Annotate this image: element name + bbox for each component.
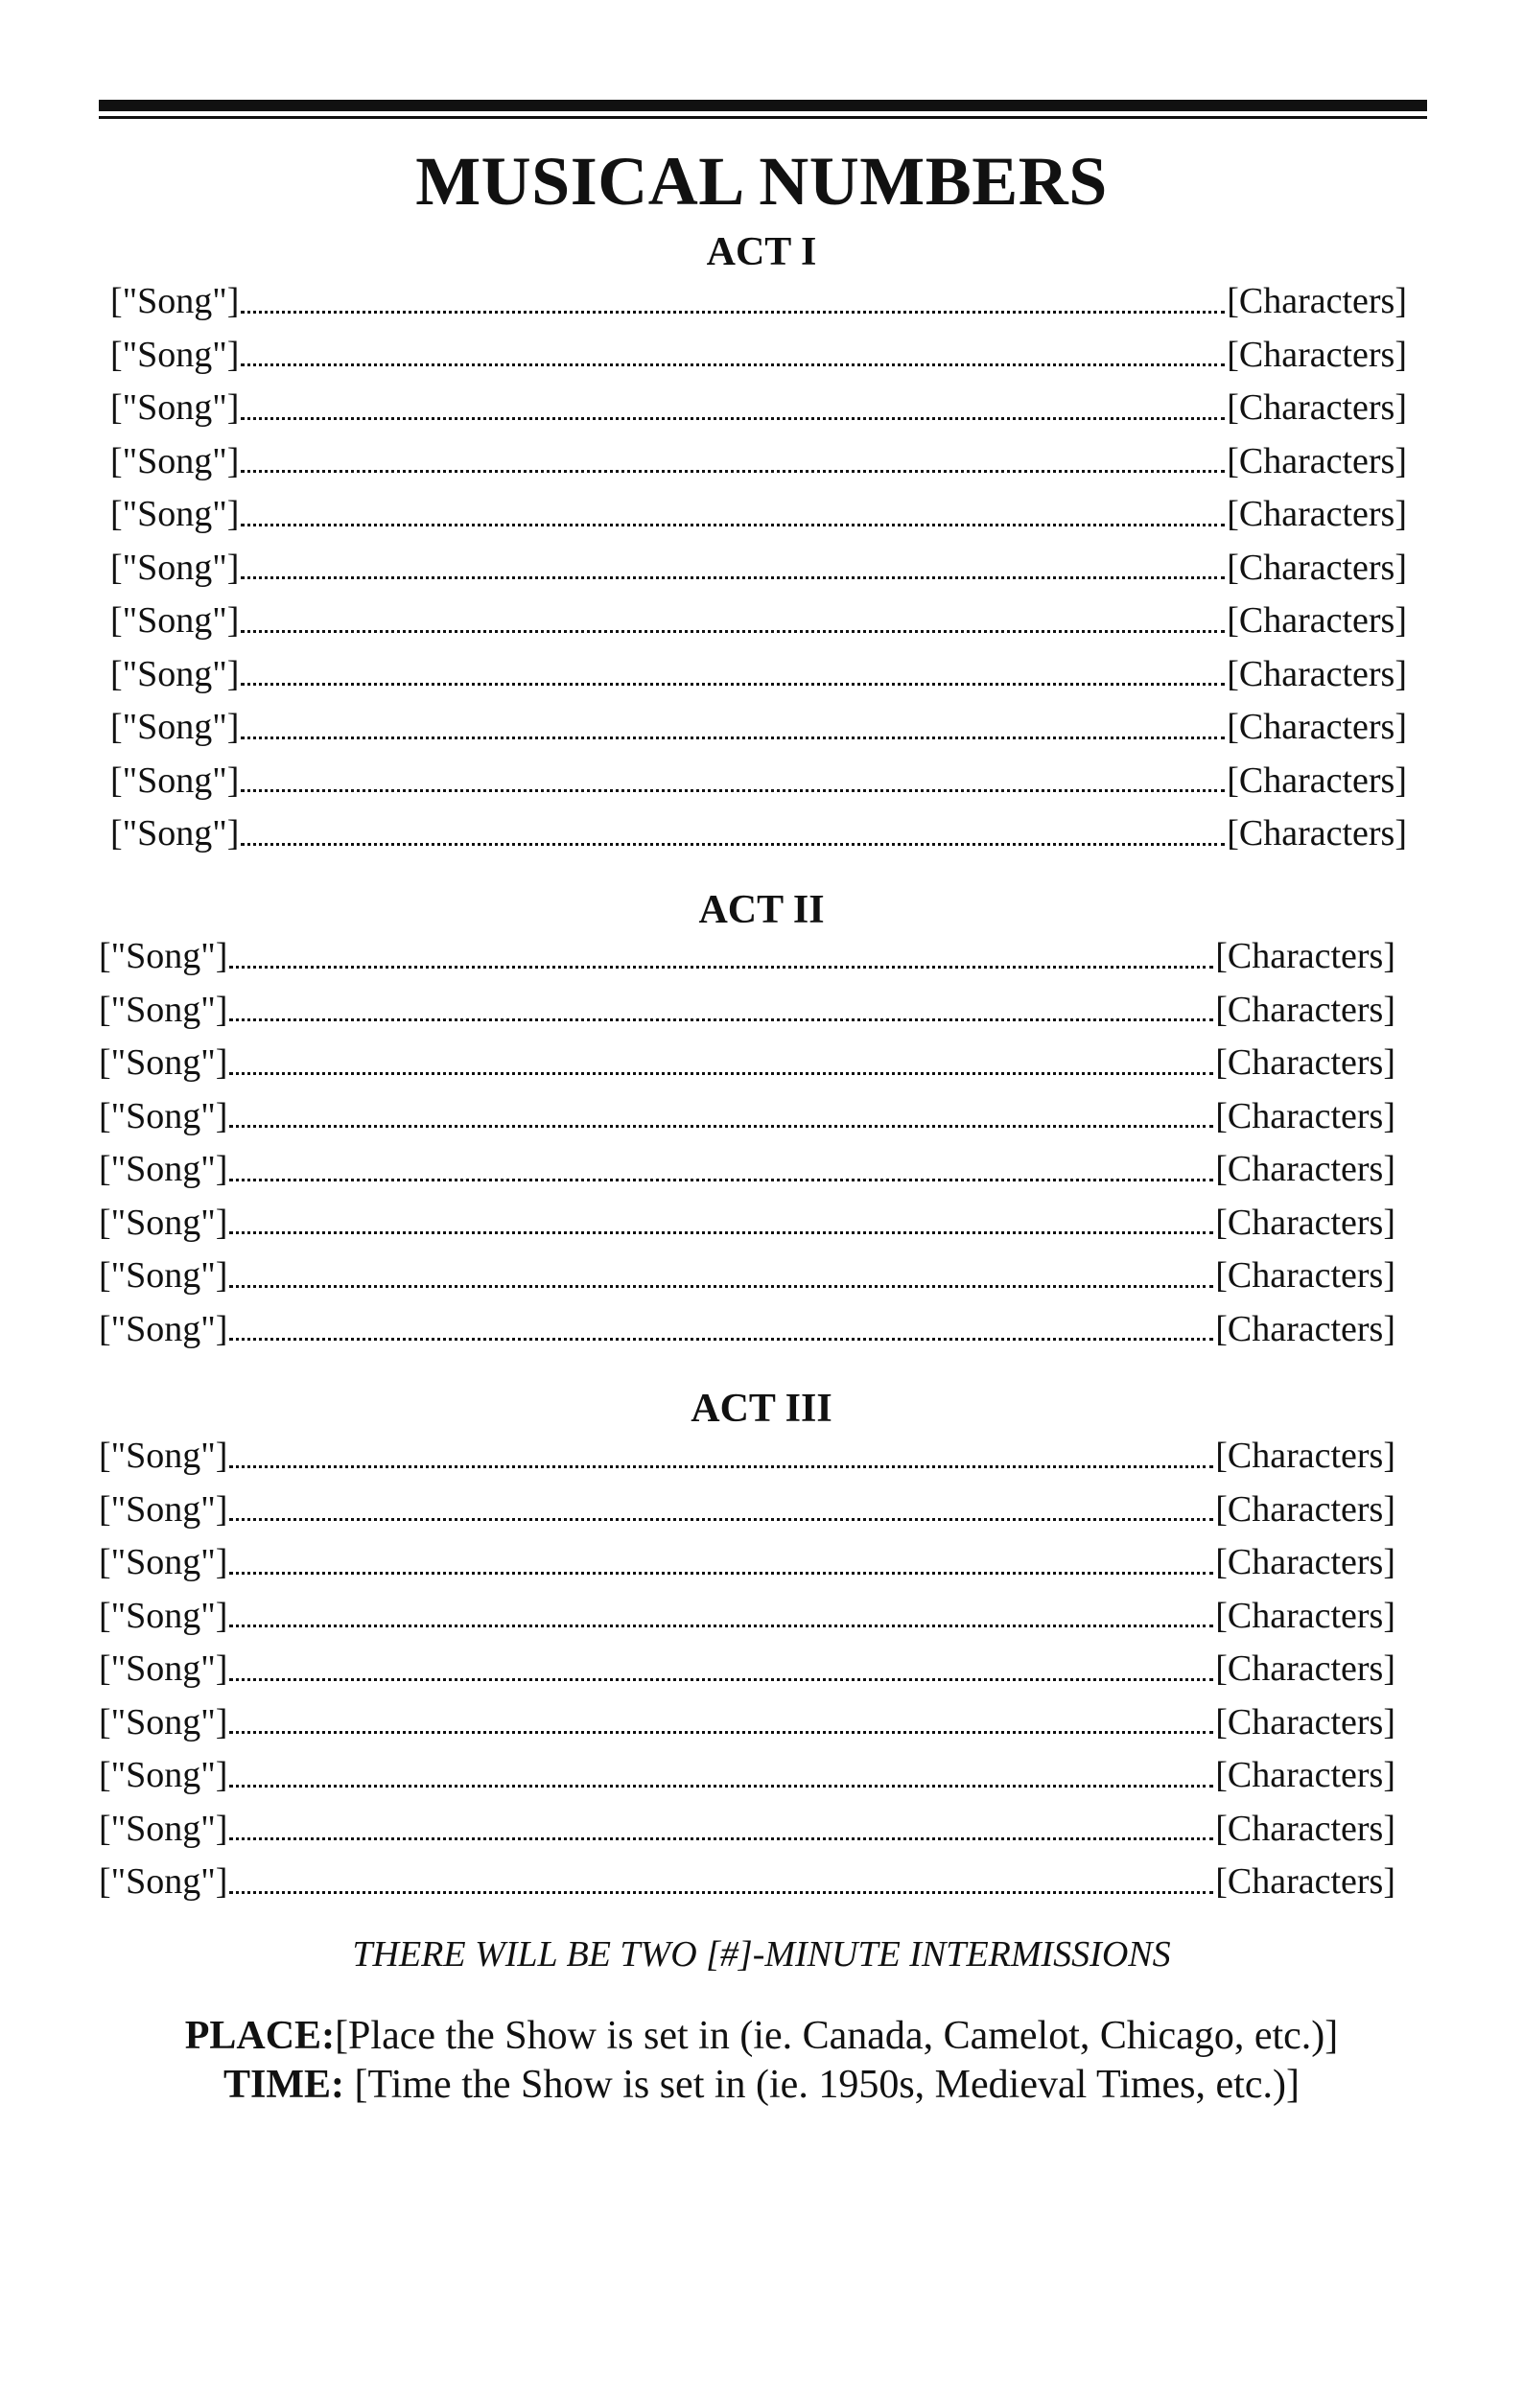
musical-number-row	[110, 542, 1407, 596]
song-title: ["Song"]	[110, 813, 240, 853]
song-characters: [Characters]	[1227, 440, 1407, 481]
intermission-note: THERE WILL BE TWO [#]-MINUTE INTERMISSIONS	[352, 1934, 1171, 1975]
song-characters: [Characters]	[1215, 1308, 1395, 1349]
song-characters: [Characters]	[1227, 760, 1407, 801]
musical-number-row	[99, 1250, 1395, 1303]
song-title: ["Song"]	[99, 989, 228, 1030]
song-title: ["Song"]	[99, 1255, 228, 1296]
musical-number-row	[110, 275, 1407, 329]
song-title: ["Song"]	[110, 494, 240, 534]
musical-number-row	[99, 1803, 1395, 1857]
musical-number-row	[99, 1197, 1395, 1251]
musical-number-row	[110, 755, 1407, 808]
dot-leader	[241, 329, 1225, 383]
song-characters: [Characters]	[1215, 1255, 1395, 1296]
musical-number-row	[99, 1037, 1395, 1090]
song-characters: [Characters]	[1215, 1202, 1395, 1243]
song-characters: [Characters]	[1215, 1595, 1395, 1636]
dot-leader	[241, 755, 1225, 808]
song-title: ["Song"]	[99, 1542, 228, 1582]
song-title: ["Song"]	[110, 760, 240, 801]
song-characters: [Characters]	[1227, 494, 1407, 534]
act-2-heading: ACT II	[698, 888, 825, 932]
musical-number-row	[110, 807, 1407, 861]
musical-number-row	[99, 1484, 1395, 1537]
song-title: ["Song"]	[99, 1808, 228, 1849]
musical-number-row	[110, 595, 1407, 648]
song-characters: [Characters]	[1215, 1701, 1395, 1742]
place-line	[0, 2014, 1523, 2058]
dot-leader	[229, 1484, 1213, 1537]
top-rule-thin	[99, 116, 1427, 119]
song-title: ["Song"]	[99, 1308, 228, 1349]
time-label: TIME:	[223, 2063, 345, 2107]
dot-leader	[229, 984, 1213, 1038]
musical-number-row	[99, 1143, 1395, 1197]
dot-leader	[229, 1250, 1213, 1303]
song-title: ["Song"]	[110, 334, 240, 375]
place-label: PLACE:	[184, 2014, 336, 2058]
dot-leader	[241, 807, 1225, 861]
act-3-number-list	[99, 1430, 1395, 1909]
song-title: ["Song"]	[99, 1701, 228, 1742]
song-title: ["Song"]	[110, 600, 240, 641]
dot-leader	[229, 1856, 1213, 1909]
act-2-number-list	[99, 930, 1395, 1356]
musical-number-row	[99, 1643, 1395, 1696]
dot-leader	[229, 1197, 1213, 1251]
song-title: ["Song"]	[99, 936, 228, 976]
song-characters: [Characters]	[1215, 1042, 1395, 1083]
song-characters: [Characters]	[1227, 547, 1407, 588]
song-characters: [Characters]	[1227, 813, 1407, 853]
dot-leader	[229, 1037, 1213, 1090]
musical-number-row	[99, 1536, 1395, 1590]
song-characters: [Characters]	[1227, 334, 1407, 375]
musical-number-row	[99, 1590, 1395, 1644]
musical-number-row	[110, 329, 1407, 383]
song-title: ["Song"]	[110, 707, 240, 747]
song-title: ["Song"]	[99, 1436, 228, 1476]
musical-number-row	[110, 435, 1407, 489]
dot-leader	[229, 1536, 1213, 1590]
musical-number-row	[110, 488, 1407, 542]
song-characters: [Characters]	[1227, 600, 1407, 641]
song-title: ["Song"]	[99, 1095, 228, 1136]
song-characters: [Characters]	[1215, 1436, 1395, 1476]
song-title: ["Song"]	[99, 1861, 228, 1902]
song-title: ["Song"]	[99, 1488, 228, 1530]
act-1-number-list	[110, 275, 1407, 861]
musical-number-row	[99, 984, 1395, 1038]
song-title: ["Song"]	[99, 1042, 228, 1083]
dot-leader	[241, 488, 1225, 542]
song-characters: [Characters]	[1215, 1755, 1395, 1795]
musical-number-row	[99, 1090, 1395, 1144]
dot-leader	[241, 701, 1225, 755]
act-3-heading: ACT III	[691, 1387, 832, 1431]
musical-number-row	[99, 1749, 1395, 1803]
song-characters: [Characters]	[1215, 936, 1395, 976]
song-characters: [Characters]	[1215, 989, 1395, 1030]
dot-leader	[229, 1143, 1213, 1197]
musical-number-row	[99, 1430, 1395, 1484]
song-title: ["Song"]	[99, 1595, 228, 1636]
dot-leader	[229, 1643, 1213, 1696]
musical-number-row	[99, 1303, 1395, 1357]
song-characters: [Characters]	[1227, 387, 1407, 428]
dot-leader	[241, 648, 1225, 702]
time-line	[0, 2063, 1523, 2107]
dot-leader	[229, 1430, 1213, 1484]
song-title: ["Song"]	[99, 1648, 228, 1689]
song-characters: [Characters]	[1215, 1648, 1395, 1689]
dot-leader	[229, 1090, 1213, 1144]
musical-number-row	[110, 648, 1407, 702]
song-characters: [Characters]	[1215, 1861, 1395, 1902]
page-title: MUSICAL NUMBERS	[415, 143, 1108, 220]
place-value: [Place the Show is set in (ie. Canada, Camelot, Chicago, etc.)]	[335, 2014, 1339, 2058]
musical-number-row	[110, 701, 1407, 755]
song-title: ["Song"]	[110, 653, 240, 694]
dot-leader	[229, 1803, 1213, 1857]
song-title: ["Song"]	[99, 1755, 228, 1795]
musical-number-row	[99, 1696, 1395, 1750]
dot-leader	[229, 1749, 1213, 1803]
dot-leader	[241, 595, 1225, 648]
dot-leader	[241, 542, 1225, 596]
song-title: ["Song"]	[110, 281, 240, 321]
time-value: [Time the Show is set in (ie. 1950s, Medieval Times, etc.)]	[344, 2063, 1300, 2107]
dot-leader	[229, 1696, 1213, 1750]
dot-leader	[241, 275, 1225, 329]
song-title: ["Song"]	[110, 387, 240, 428]
song-title: ["Song"]	[110, 440, 240, 481]
song-title: ["Song"]	[99, 1149, 228, 1189]
song-characters: [Characters]	[1227, 707, 1407, 747]
song-characters: [Characters]	[1215, 1542, 1395, 1582]
dot-leader	[241, 382, 1225, 435]
song-characters: [Characters]	[1227, 653, 1407, 694]
song-title: ["Song"]	[110, 547, 240, 588]
dot-leader	[241, 435, 1225, 489]
song-characters: [Characters]	[1227, 281, 1407, 321]
song-characters: [Characters]	[1215, 1149, 1395, 1189]
song-characters: [Characters]	[1215, 1095, 1395, 1136]
musical-number-row	[99, 930, 1395, 984]
musical-number-row	[110, 382, 1407, 435]
song-characters: [Characters]	[1215, 1808, 1395, 1849]
act-1-heading: ACT I	[706, 230, 817, 274]
top-rule-thick	[99, 100, 1427, 111]
song-characters: [Characters]	[1215, 1488, 1395, 1530]
musical-number-row	[99, 1856, 1395, 1909]
dot-leader	[229, 930, 1213, 984]
dot-leader	[229, 1590, 1213, 1644]
dot-leader	[229, 1303, 1213, 1357]
song-title: ["Song"]	[99, 1202, 228, 1243]
